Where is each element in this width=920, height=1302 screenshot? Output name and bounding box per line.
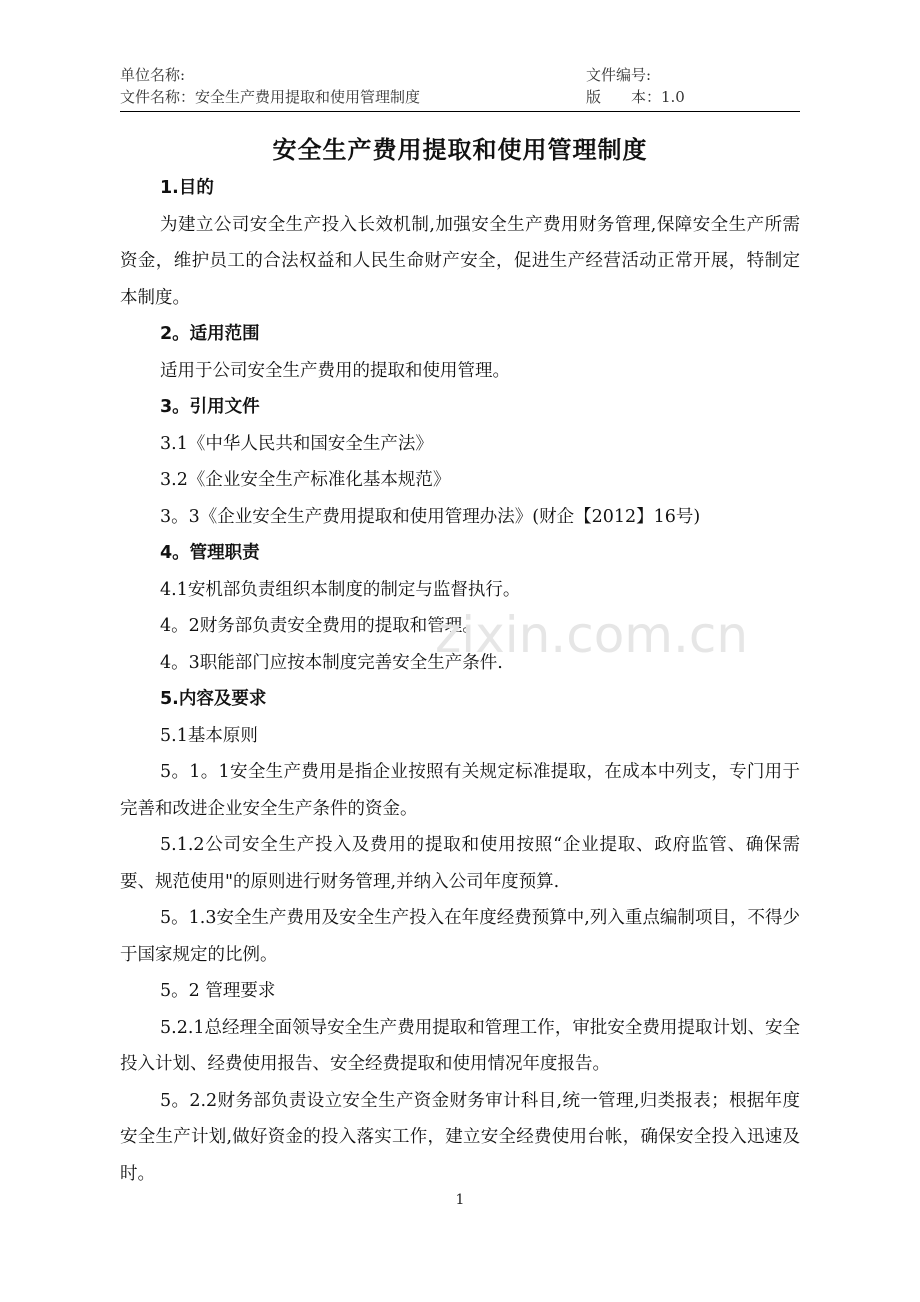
body-paragraph: 3.1《中华人民共和国安全生产法》 bbox=[160, 433, 433, 454]
body-paragraph: 5。2.2财务部负责设立安全生产资金财务审计科目,统一管理,归类报表；根据年度安全生产计划,做好资金的投入落实工作，建立安全经费使用台帐，确保安全投入迅速及时。 bbox=[120, 1090, 800, 1184]
section-heading: 1.目的 bbox=[160, 178, 214, 198]
body-paragraph: 3.2《企业安全生产标准化基本规范》 bbox=[160, 470, 451, 490]
header-row-1 bbox=[120, 64, 800, 86]
section-heading: 5.内容及要求 bbox=[160, 689, 267, 709]
body-paragraph: 5。2 管理要求 bbox=[160, 981, 276, 1001]
body-paragraph: 5。1。1安全生产费用是指企业按照有关规定标准提取，在成本中列支，专门用于完善和改进企业安全生产条件的资金。 bbox=[120, 762, 800, 819]
header-row-2 bbox=[120, 86, 800, 108]
file-name-label: 文件名称：安全生产费用提取和使用管理制度 bbox=[120, 88, 421, 106]
body-paragraph: 为建立公司安全生产投入长效机制,加强安全生产费用财务管理,保障安全生产所需资金，维护员工的合法权益和人民生命财产安全，促进生产经营活动正常开展，特制定本制度。 bbox=[120, 214, 800, 308]
version-label: 版 本：1.0 bbox=[586, 88, 685, 106]
section-heading: 2。适用范围 bbox=[160, 324, 260, 344]
section-heading: 4。管理职责 bbox=[160, 543, 260, 563]
watermark: zixin.com.cn bbox=[435, 606, 749, 664]
body-paragraph: 4.1安机部负责组织本制度的制定与监督执行。 bbox=[160, 579, 521, 600]
page-number: 1 bbox=[455, 1192, 465, 1208]
body-paragraph: 5。1.3安全生产费用及安全生产投入在年度经费预算中,列入重点编制项目，不得少于国家规定的比例。 bbox=[120, 908, 800, 965]
document-header bbox=[120, 64, 800, 112]
body-paragraph: 5.1.2公司安全生产投入及费用的提取和使用按照“企业提取、政府监管、确保需要、规范使用"的原则进行财务管理,并纳入公司年度预算. bbox=[120, 835, 800, 892]
body-paragraph: 5.2.1总经理全面领导安全生产费用提取和管理工作，审批安全费用提取计划、安全投入计划、经费使用报告、安全经费提取和使用情况年度报告。 bbox=[120, 1017, 800, 1074]
file-number-label: 文件编号: bbox=[586, 66, 652, 84]
unit-name-label: 单位名称: bbox=[120, 66, 186, 84]
body-paragraph: 4。3职能部门应按本制度完善安全生产条件. bbox=[160, 652, 503, 673]
document-body bbox=[120, 170, 800, 1192]
body-paragraph: 4。2财务部负责安全费用的提取和管理。 bbox=[160, 616, 480, 636]
body-paragraph: 3。3《企业安全生产费用提取和使用管理办法》(财企【2012】16号) bbox=[160, 506, 701, 527]
body-paragraph: 适用于公司安全生产费用的提取和使用管理。 bbox=[160, 360, 510, 381]
section-heading: 3。引用文件 bbox=[160, 397, 260, 417]
document-title: 安全生产费用提取和使用管理制度 bbox=[272, 136, 648, 164]
body-paragraph: 5.1基本原则 bbox=[160, 725, 258, 746]
